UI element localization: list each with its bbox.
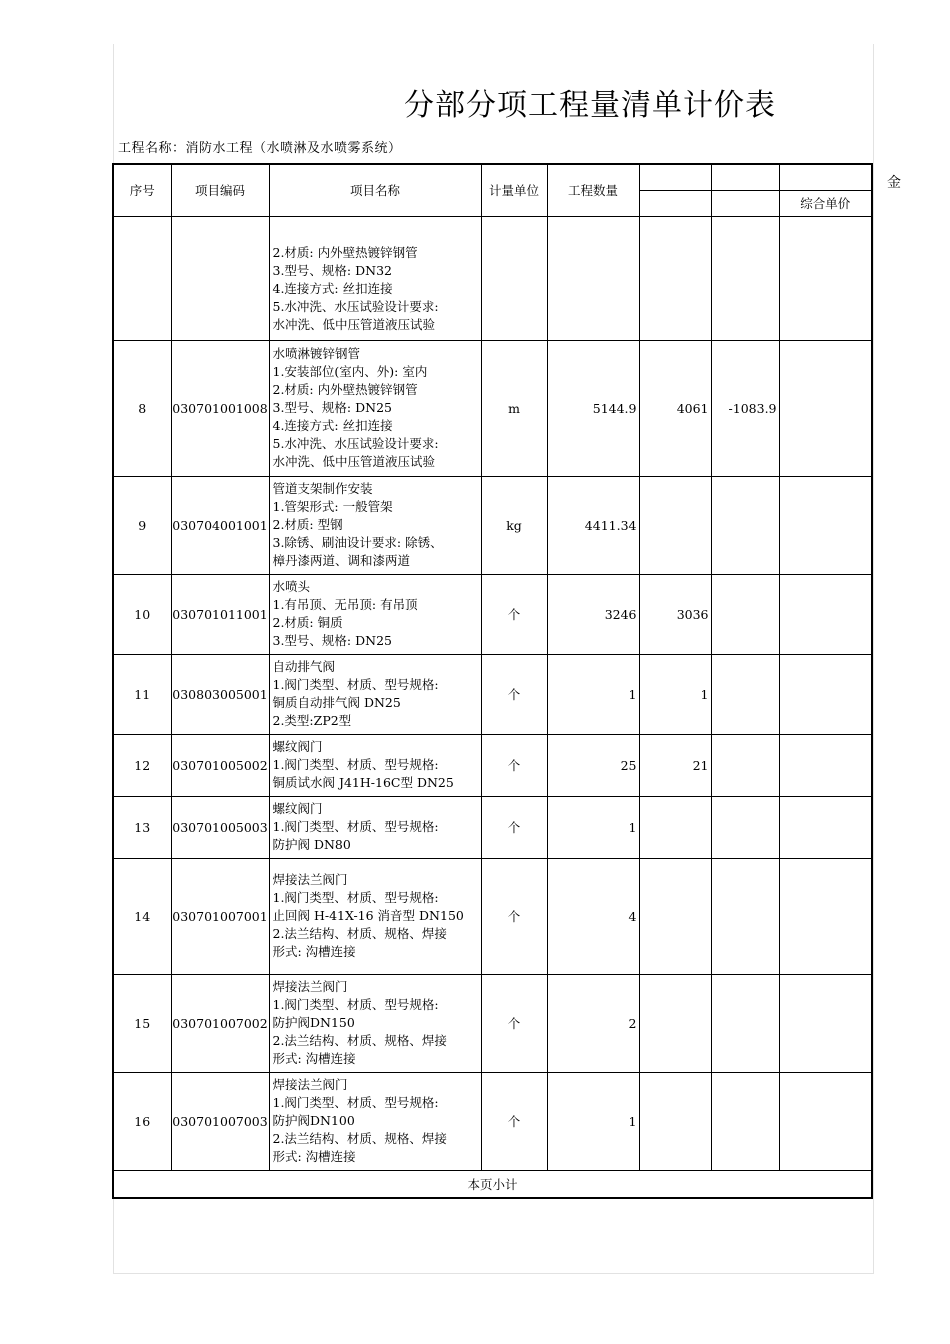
- cell-value-1: 4061: [639, 340, 711, 476]
- cell-code: 030701011001: [171, 574, 269, 654]
- cell-unit: kg: [481, 476, 547, 574]
- cell-unit: 个: [481, 1072, 547, 1170]
- cell-seq: 12: [113, 734, 171, 796]
- item-name-line: 2.材质: 型钢: [272, 517, 343, 532]
- cell-seq: 14: [113, 858, 171, 974]
- cell-seq: 15: [113, 974, 171, 1072]
- cell-code: 030701007003: [171, 1072, 269, 1170]
- cell-value-2: [711, 216, 779, 340]
- item-name-line: 水冲洗、低中压管道液压试验: [272, 316, 436, 332]
- cell-seq: 11: [113, 654, 171, 734]
- cell-value-2: [711, 858, 779, 974]
- table-row: [113, 734, 872, 796]
- cell-value-2: [711, 1072, 779, 1170]
- item-name-line: 5.水冲洗、水压试验设计要求:: [272, 298, 439, 314]
- cell-value-3: [779, 574, 872, 654]
- header-unit-price: 综合单价: [779, 190, 872, 216]
- item-name-line: 3.型号、规格: DN32: [272, 262, 392, 278]
- cell-unit: 个: [481, 858, 547, 974]
- cell-item-name: [269, 974, 481, 1072]
- table-row: [113, 858, 872, 974]
- cell-quantity: [547, 216, 639, 340]
- cell-item-name: [269, 476, 481, 574]
- table-row: [113, 216, 872, 340]
- cell-value-1: [639, 858, 711, 974]
- cell-quantity: 1: [547, 796, 639, 858]
- cell-value-2: -1083.9: [711, 340, 779, 476]
- cell-value-3: [779, 734, 872, 796]
- item-name-line: 4.连接方式: 丝扣连接: [272, 418, 393, 433]
- cell-quantity: 1: [547, 654, 639, 734]
- cell-code: 030704001001: [171, 476, 269, 574]
- item-name-line: 2.法兰结构、材质、规格、焊接: [272, 926, 447, 941]
- table-row: [113, 574, 872, 654]
- cell-value-1: [639, 1072, 711, 1170]
- cell-value-3: [779, 1072, 872, 1170]
- item-name-line: 螺纹阀门: [272, 801, 323, 816]
- item-name-line: 2.材质: 内外壁热镀锌钢管: [272, 382, 418, 397]
- item-name-line: 铜质自动排气阀 DN25: [272, 695, 401, 710]
- item-name-line: 螺纹阀门: [272, 739, 323, 754]
- cell-quantity: 5144.9: [547, 340, 639, 476]
- table-row: [113, 1072, 872, 1170]
- item-name-line: 1.管架形式: 一般管架: [272, 499, 393, 514]
- cell-item-name: [269, 654, 481, 734]
- cut-off-column-header: 金: [887, 175, 901, 191]
- item-name-line: 2.法兰结构、材质、规格、焊接: [272, 1033, 447, 1048]
- header-blank-4: [639, 190, 711, 216]
- cell-value-1: [639, 796, 711, 858]
- item-name-line: 形式: 沟槽连接: [272, 944, 356, 959]
- cell-item-name: [269, 1072, 481, 1170]
- table-row: [113, 340, 872, 476]
- item-name-line: 焊接法兰阀门: [272, 872, 348, 887]
- item-name-line: 2.法兰结构、材质、规格、焊接: [272, 1131, 447, 1146]
- cell-item-name: [269, 574, 481, 654]
- cell-unit: 个: [481, 574, 547, 654]
- item-name-line: 水冲洗、低中压管道液压试验: [272, 454, 436, 469]
- item-name-line: 1.阀门类型、材质、型号规格:: [272, 757, 439, 772]
- item-name-line: 防护阀DN100: [272, 1113, 355, 1128]
- cell-code: 030803005001: [171, 654, 269, 734]
- cell-value-3: [779, 340, 872, 476]
- cell-value-3: [779, 216, 872, 340]
- cell-item-name: [269, 340, 481, 476]
- header-quantity: 工程数量: [547, 164, 639, 216]
- cell-unit: [481, 216, 547, 340]
- header-seq: 序号: [113, 164, 171, 216]
- cell-unit: 个: [481, 796, 547, 858]
- item-name-line: 形式: 沟槽连接: [272, 1149, 356, 1164]
- cell-unit: 个: [481, 654, 547, 734]
- cell-quantity: 4411.34: [547, 476, 639, 574]
- cell-value-2: [711, 574, 779, 654]
- item-name-line: 1.阀门类型、材质、型号规格:: [272, 819, 439, 834]
- header-row-top: [113, 164, 872, 190]
- table-row: [113, 796, 872, 858]
- cell-item-name: [269, 796, 481, 858]
- cell-value-3: [779, 974, 872, 1072]
- bill-of-quantities-table: [112, 163, 873, 1199]
- cell-seq: [113, 216, 171, 340]
- cell-seq: 16: [113, 1072, 171, 1170]
- item-name-line: 1.阀门类型、材质、型号规格:: [272, 890, 439, 905]
- cell-item-name: [269, 734, 481, 796]
- project-name: 工程名称：消防水工程（水喷淋及水喷雾系统）: [118, 141, 402, 156]
- item-name-line: 3.除锈、刷油设计要求: 除锈、: [272, 535, 443, 550]
- item-name-line: 止回阀 H-41X-16 消音型 DN150: [272, 908, 464, 923]
- item-name-line: 防护阀DN150: [272, 1015, 355, 1030]
- item-name-line: 1.有吊顶、无吊顶: 有吊顶: [272, 597, 418, 612]
- table-row: [113, 654, 872, 734]
- cell-code: 030701007001: [171, 858, 269, 974]
- cell-code: 030701005003: [171, 796, 269, 858]
- subtotal-label: 本页小计: [113, 1170, 872, 1198]
- item-name-line: 4.连接方式: 丝扣连接: [272, 280, 393, 296]
- cell-code: 030701001008: [171, 340, 269, 476]
- item-name-line: 3.型号、规格: DN25: [272, 400, 392, 415]
- cell-seq: 9: [113, 476, 171, 574]
- header-name: 项目名称: [269, 164, 481, 216]
- item-name-line: 焊接法兰阀门: [272, 1077, 348, 1092]
- item-name-line: 2.材质: 铜质: [272, 615, 343, 630]
- cell-quantity: 1: [547, 1072, 639, 1170]
- item-name-line: 形式: 沟槽连接: [272, 1051, 356, 1066]
- header-code: 项目编码: [171, 164, 269, 216]
- item-name-line: 管道支架制作安装: [272, 481, 373, 496]
- table-row: [113, 476, 872, 574]
- item-name-line: 樟丹漆两道、调和漆两道: [272, 553, 411, 568]
- cell-value-1: 1: [639, 654, 711, 734]
- cell-quantity: 4: [547, 858, 639, 974]
- cell-value-3: [779, 858, 872, 974]
- cell-value-2: [711, 654, 779, 734]
- item-name-line: 1.阀门类型、材质、型号规格:: [272, 1095, 439, 1110]
- cell-code: 030701005002: [171, 734, 269, 796]
- item-name-line: 焊接法兰阀门: [272, 979, 348, 994]
- cell-value-3: [779, 796, 872, 858]
- item-name-line: 水喷头: [272, 579, 311, 594]
- item-name-line: 3.型号、规格: DN25: [272, 633, 392, 648]
- subtotal-row: [113, 1170, 872, 1198]
- item-name-line: 1.阀门类型、材质、型号规格:: [272, 677, 439, 692]
- cell-value-1: [639, 476, 711, 574]
- item-name-line: 2.类型:ZP2型: [272, 713, 352, 728]
- cell-code: 030701007002: [171, 974, 269, 1072]
- cell-value-3: [779, 654, 872, 734]
- cell-value-1: 21: [639, 734, 711, 796]
- header-blank-3: [779, 164, 872, 190]
- cell-value-1: 3036: [639, 574, 711, 654]
- cell-item-name: [269, 216, 481, 340]
- cell-quantity: 2: [547, 974, 639, 1072]
- header-blank-2: [711, 164, 779, 190]
- cell-seq: 8: [113, 340, 171, 476]
- cell-seq: 10: [113, 574, 171, 654]
- cell-item-name: [269, 858, 481, 974]
- page-title: 分部分项工程量清单计价表: [404, 88, 776, 123]
- cell-value-2: [711, 796, 779, 858]
- cell-value-2: [711, 476, 779, 574]
- header-unit: 计量单位: [481, 164, 547, 216]
- item-name-line: 防护阀 DN80: [272, 837, 351, 852]
- cell-value-1: [639, 974, 711, 1072]
- cell-unit: 个: [481, 734, 547, 796]
- cell-value-3: [779, 476, 872, 574]
- cell-seq: 13: [113, 796, 171, 858]
- cell-unit: 个: [481, 974, 547, 1072]
- cell-quantity: 25: [547, 734, 639, 796]
- header-blank-5: [711, 190, 779, 216]
- item-name-line: 铜质试水阀 J41H-16C型 DN25: [272, 775, 454, 790]
- item-name-line: 1.阀门类型、材质、型号规格:: [272, 997, 439, 1012]
- item-name-line: 1.安装部位(室内、外): 室内: [272, 364, 428, 379]
- cell-unit: m: [481, 340, 547, 476]
- cell-quantity: 3246: [547, 574, 639, 654]
- header-blank-1: [639, 164, 711, 190]
- item-name-line: 2.材质: 内外壁热镀锌钢管: [272, 244, 418, 260]
- cell-value-2: [711, 974, 779, 1072]
- cell-code: [171, 216, 269, 340]
- item-name-line: 水喷淋镀锌钢管: [272, 346, 361, 361]
- table-row: [113, 974, 872, 1072]
- cell-value-1: [639, 216, 711, 340]
- cell-value-2: [711, 734, 779, 796]
- item-name-line: 5.水冲洗、水压试验设计要求:: [272, 436, 439, 451]
- item-name-line: 自动排气阀: [272, 659, 336, 674]
